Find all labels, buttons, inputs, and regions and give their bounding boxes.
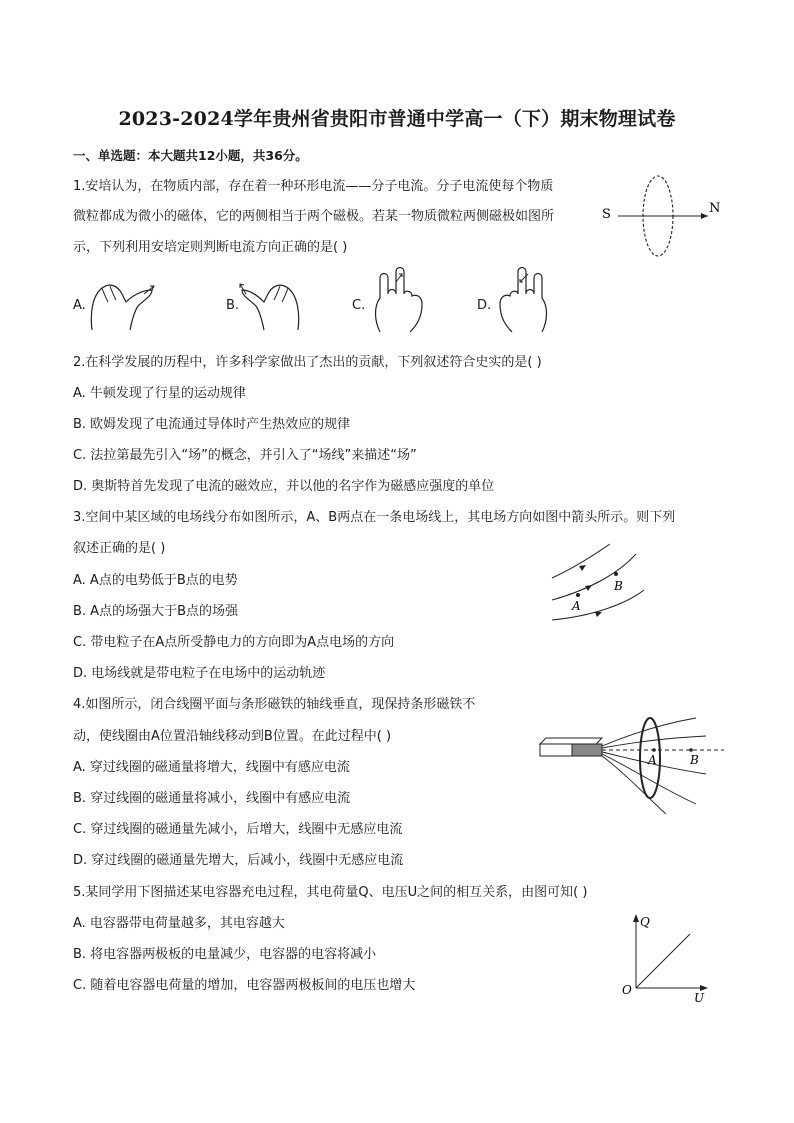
q-axis-arrow [633,914,639,922]
q1-option-d-label[interactable]: D. [477,298,492,313]
q3-option-d[interactable]: D. 电场线就是带电粒子在电场中的运动轨迹 [73,666,326,681]
q1-option-a-label[interactable]: A. [73,298,86,313]
q2-option-c[interactable]: C. 法拉第最先引入“场”的概念，并引入了“场线”来描述“场” [73,448,417,463]
point-a [652,748,656,752]
magnet-coil-figure [536,716,726,816]
hand-b-figure [238,272,304,336]
hand-c-figure [366,264,432,336]
label-a: A [648,753,657,767]
section-heading: 一、单选题：本大题共12小题，共36分。 [73,148,308,163]
q2-option-b[interactable]: B. 欧姆发现了电流通过导体时产生热效应的规律 [73,417,351,432]
magnet-s-half [572,744,602,756]
q3-line-2: 叙述正确的是( ) [73,541,166,556]
electric-field-figure [548,540,648,622]
q5-option-a[interactable]: A. 电容器带电荷量越多，其电容越大 [73,916,285,931]
page-title: 2023-2024学年贵州省贵阳市普通中学高一（下）期末物理试卷 [118,108,676,130]
q4-option-b[interactable]: B. 穿过线圈的磁通量将减小，线圈中有感应电流 [73,791,351,806]
hand-a-figure [86,274,158,336]
q4-line-2: 动，使线圈由A位置沿轴线移动到B位置。在此过程中( ) [73,729,392,744]
label-q: Q [640,915,650,929]
magnet-n-half [540,744,572,756]
q1-line-2: 微粒都成为微小的磁体，它的两侧相当于两个磁极。若某一物质微粒两侧磁极如图所 [73,209,555,224]
magnet-top [540,738,602,744]
q1-option-c-label[interactable]: C. [352,298,366,313]
q1-line-3: 示，下列利用安培定则判断电流方向正确的是( ) [73,240,348,255]
field-line-1 [552,544,610,578]
field-arrow-3 [595,612,602,617]
label-b: B [690,753,699,767]
hand-d-figure [492,264,558,336]
field-arrow-1 [579,565,586,571]
q5-option-c[interactable]: C. 随着电容器电荷量的增加，电容器两极板间的电压也增大 [73,978,416,993]
label-n: N [709,201,721,216]
label-s: S [602,207,611,222]
q3-option-b[interactable]: B. A点的场强大于B点的场强 [73,604,238,619]
q3-option-c[interactable]: C. 带电粒子在A点所受静电力的方向即为A点电场的方向 [73,635,395,650]
q5-option-b[interactable]: B. 将电容器两极板的电量减少，电容器的电容将减小 [73,947,377,962]
label-b: B [614,579,623,593]
point-b [689,748,693,752]
q2-option-a[interactable]: A. 牛顿发现了行星的运动规律 [73,386,246,401]
q-u-graph [618,910,718,1006]
q4-option-d[interactable]: D. 穿过线圈的磁通量先增大，后减小，线圈中无感应电流 [73,853,404,868]
label-u: U [694,991,705,1005]
q2-option-d[interactable]: D. 奥斯特首先发现了电流的磁效应，并以他的名字作为磁感应强度的单位 [73,479,495,494]
field-line-2 [552,554,636,600]
point-a [576,593,580,597]
q4-option-c[interactable]: C. 穿过线圈的磁通量先减小，后增大，线圈中无感应电流 [73,822,403,837]
q2-stem: 2.在科学发展的历程中，许多科学家做出了杰出的贡献，下列叙述符合史实的是( ) [73,355,542,370]
q5-stem: 5.某同学用下图描述某电容器充电过程，其电荷量Q、电压U之间的相互关系，由图可知( ) [73,885,588,900]
point-b [614,572,618,576]
q4-line-1: 4.如图所示，闭合线圈平面与条形磁铁的轴线垂直，现保持条形磁铁不 [73,697,476,712]
q-u-line [636,934,690,988]
magnet-dipole-figure [598,172,728,260]
axis-arrow [701,213,708,219]
label-a: A [572,599,581,613]
q1-line-1: 1.安培认为，在物质内部，存在着一种环形电流——分子电流。分子电流使每个物质 [73,179,554,194]
q3-option-a[interactable]: A. A点的电势低于B点的电势 [73,573,238,588]
q1-option-b-label[interactable]: B. [226,298,240,313]
q3-line-1: 3.空间中某区域的电场线分布如图所示，A、B两点在一条电场线上，其电场方向如图中箭头所示。则下列 [73,510,676,525]
q4-option-a[interactable]: A. 穿过线圈的磁通量将增大，线圈中有感应电流 [73,760,350,775]
label-o: O [622,983,632,997]
